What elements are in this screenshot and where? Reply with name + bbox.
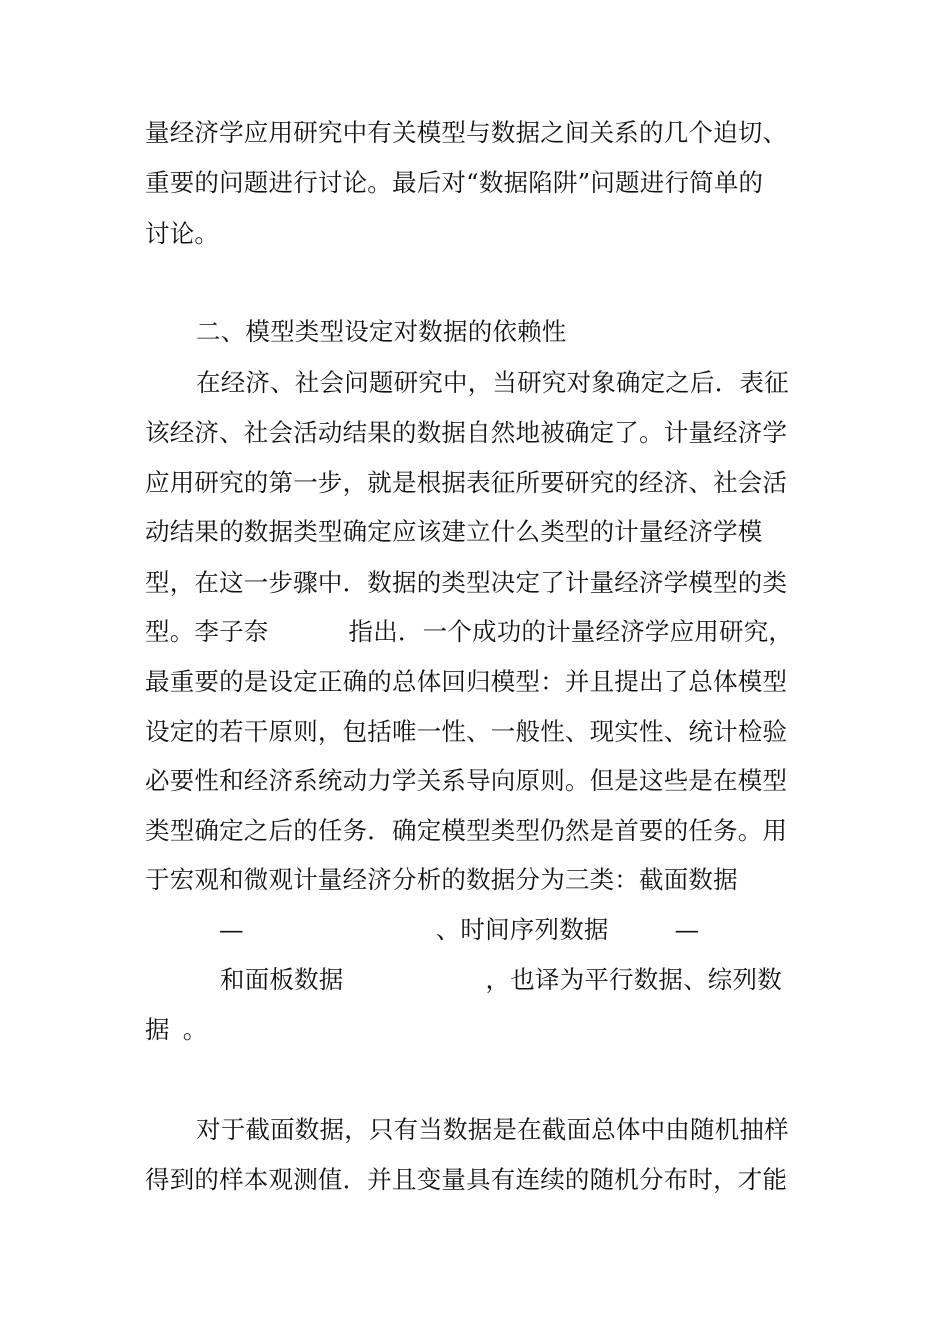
- text-segment: 于宏观和微观计量经济分析的数据分为三类：截面数据: [145, 865, 738, 894]
- text-line: [145, 113, 815, 153]
- section-heading-text: 二、模型类型设定对数据的依赖性: [196, 317, 567, 346]
- dash-mark: —: [674, 915, 700, 944]
- text-line: [145, 1160, 815, 1200]
- section-heading: [196, 312, 866, 352]
- text-segment: 对于截面数据，只有当数据是在截面总体中由随机抽样: [196, 1115, 789, 1144]
- text-segment: 动结果的数据类型确定应该建立什么类型的计量经济学模: [145, 517, 763, 546]
- text-line: [196, 1110, 866, 1150]
- dash-mark: —: [219, 915, 244, 944]
- text-segment: 据: [145, 1015, 170, 1044]
- text-line: [145, 163, 815, 203]
- text-segment: 型。李子奈: [145, 617, 269, 646]
- text-line: [145, 612, 815, 652]
- text-segment: 必要性和经济系统动力学关系导向原则。但是这些是在模型: [145, 766, 788, 795]
- text-segment: 应用研究的第一步，就是根据表征所要研究的经济、社会活: [145, 468, 788, 497]
- text-segment: 在经济、社会问题研究中，当研究对象确定之后．表征: [196, 368, 789, 397]
- text-line: [145, 413, 815, 453]
- text-line: [145, 563, 815, 603]
- text-line: [145, 910, 815, 950]
- text-segment: 和面板数据: [220, 965, 344, 994]
- text-line: [145, 860, 815, 900]
- text-segment: 量经济学应用研究中有关模型与数据之间关系的几个迫切、: [145, 118, 788, 147]
- text-segment: 得到的样本观测值．并且变量具有连续的随机分布时，才能: [145, 1165, 788, 1194]
- text-line: [145, 811, 815, 851]
- text-segment: 、时间序列数据: [435, 915, 609, 944]
- text-line: [145, 463, 815, 503]
- text-line: [145, 960, 815, 1000]
- text-segment: 重要的问题进行讨论。最后对“数据陷阱”问题进行简单的: [145, 168, 764, 197]
- text-line: [196, 363, 866, 403]
- text-segment: 设定的若干原则，包括唯一性、一般性、现实性、统计检验: [145, 717, 788, 746]
- text-line: [145, 662, 815, 702]
- text-segment: 该经济、社会活动结果的数据自然地被确定了。计量经济学: [145, 418, 788, 447]
- text-segment: 型，在这一步骤中．数据的类型决定了计量经济学模型的类: [145, 568, 788, 597]
- text-segment: ，也译为平行数据、综列数: [485, 965, 782, 994]
- text-segment: 。: [182, 1015, 208, 1044]
- text-line: [145, 512, 815, 552]
- text-segment: 类型确定之后的任务．确定模型类型仍然是首要的任务。用: [145, 816, 788, 845]
- text-segment: 最重要的是设定正确的总体回归模型：并且提出了总体模型: [145, 667, 788, 696]
- text-segment: 讨论。: [145, 219, 220, 248]
- text-line: [145, 1010, 815, 1050]
- text-line: [145, 712, 815, 752]
- text-segment: 指出．一个成功的计量经济学应用研究，: [348, 617, 794, 646]
- text-line: [145, 214, 815, 254]
- text-line: [145, 761, 815, 801]
